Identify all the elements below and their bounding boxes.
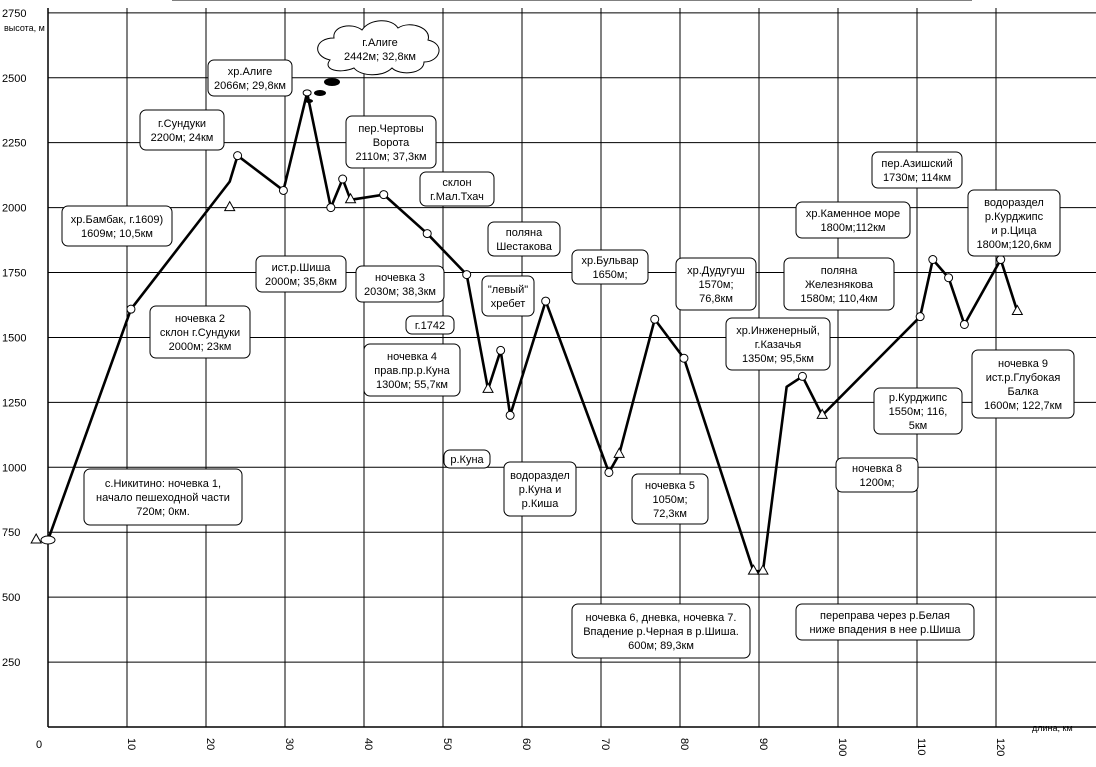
y-tick-label: 2000 — [2, 202, 27, 215]
callout-nochevka2 — [150, 0, 250, 358]
callout-text: поляна — [505, 227, 543, 239]
callout-text: 72,3км — [653, 508, 687, 520]
callout-text: 1050м; — [652, 494, 688, 506]
callout-text: ист.р.Глубокая — [985, 372, 1061, 384]
callout-text: 1580м; 110,4км — [800, 293, 878, 305]
callout-text: 720м; 0км. — [136, 506, 190, 518]
x-tick-label: 50 — [441, 738, 453, 751]
callout-text: ночевка 9 — [998, 358, 1048, 370]
waypoint-marker — [542, 297, 550, 305]
waypoint-marker — [680, 354, 688, 362]
callout-kuna — [422, 0, 490, 468]
callout-text: 1350м; 95,5км — [742, 353, 814, 365]
waypoint-marker — [997, 256, 1005, 264]
callout-text: 5км — [908, 420, 928, 432]
callout-alige-ridge — [196, 0, 292, 96]
callout-box — [482, 276, 534, 316]
callouts — [62, 0, 1074, 658]
x-tick-label: 80 — [678, 738, 690, 751]
y-tick-label: 1750 — [2, 267, 27, 280]
camp-marker — [748, 565, 758, 574]
callout-text: 1800м;112км — [820, 222, 886, 234]
callout-text: хр.Каменное море — [805, 208, 901, 220]
waypoint-marker — [279, 186, 287, 194]
callout-text: 1609м; 10,5км — [81, 228, 153, 240]
start-marker — [41, 536, 55, 544]
callout-text: 1730м; 114км — [882, 172, 952, 184]
x-tick-label: 110 — [915, 738, 927, 756]
callout-text: начало пешеходной части — [96, 492, 230, 504]
callout-text: г.Мал.Тхач — [430, 191, 484, 203]
callout-text: 1600м; 122,7км — [983, 400, 1063, 412]
waypoint-marker — [234, 152, 242, 160]
callout-text: р.Куна и — [518, 484, 562, 496]
waypoint-marker — [423, 230, 431, 238]
callout-text: прав.пр.р.Куна — [374, 365, 450, 377]
cloud-dot — [305, 99, 313, 103]
callout-text: водораздел — [510, 470, 570, 482]
camp-marker — [225, 202, 235, 211]
y-tick-label: 1250 — [2, 397, 27, 410]
callout-text: склон — [442, 177, 472, 189]
callout-text: р.Курджипс — [984, 211, 1044, 223]
callout-text: и р.Цица — [991, 225, 1037, 237]
callout-text: 600м; 89,3км — [628, 640, 694, 652]
y-tick-label: 2500 — [2, 72, 27, 85]
camp-marker — [614, 448, 624, 457]
callout-text: ниже впадения в нее р.Шиша — [809, 624, 961, 636]
callout-text: р.Куна — [450, 454, 484, 466]
callout-text: 2200м; 24км — [150, 132, 214, 144]
callout-text: хр.Алиге — [227, 66, 273, 78]
callout-text: хребет — [490, 298, 526, 310]
callout-text: водораздел — [984, 197, 1044, 209]
callout-text: ночевка 5 — [645, 480, 695, 492]
y-tick-label: 750 — [2, 527, 21, 540]
callout-alige-peak — [305, 21, 439, 103]
callout-text: ночевка 2 — [175, 313, 225, 325]
y-axis-label: высота, м — [4, 23, 45, 33]
callout-text: хр.Бамбак, г.1609) — [70, 214, 164, 226]
y-tick-label: 250 — [2, 657, 21, 670]
y-tick-label: 1500 — [2, 332, 27, 345]
callout-text: поляна — [820, 265, 858, 277]
x-tick-label: 60 — [520, 738, 532, 751]
callout-text: 2030м; 38,3км — [364, 286, 436, 298]
callout-text: пер.Азишский — [881, 158, 953, 170]
y-tick-label: 500 — [2, 592, 21, 605]
callout-text: г.Казачья — [754, 339, 802, 351]
waypoint-marker — [327, 204, 335, 212]
callout-text: ночевка 4 — [387, 351, 437, 363]
x-tick-label: 100 — [836, 738, 848, 757]
waypoint-marker — [463, 271, 471, 279]
callout-text: хр.Бульвар — [581, 255, 639, 267]
waypoint-marker — [127, 305, 135, 313]
x-tick-label: 0 — [36, 739, 43, 751]
callout-text: Впадение р.Черная в р.Шиша. — [583, 626, 739, 638]
callout-text: Шестакова — [496, 241, 552, 253]
callout-text: ночевка 6, дневка, ночевка 7. — [585, 612, 737, 624]
waypoint-marker — [929, 256, 937, 264]
waypoint-marker — [605, 468, 613, 476]
callout-text: г.Алиге — [362, 37, 398, 49]
callout-text: г.1742 — [414, 320, 446, 332]
waypoint-marker — [916, 313, 924, 321]
callout-box — [140, 110, 224, 150]
callout-text: 2442м; 32,8км — [344, 51, 416, 63]
x-tick-label: 70 — [599, 738, 611, 751]
camp-marker — [483, 383, 493, 392]
waypoint-marker — [497, 346, 505, 354]
callout-text: 1550м; 116, — [888, 406, 948, 418]
callout-text: 1200м; — [859, 477, 895, 489]
waypoint-marker — [380, 191, 388, 199]
x-tick-label: 30 — [283, 738, 295, 751]
callout-text: Железнякова — [804, 279, 874, 291]
callout-text: пер.Чертовы — [358, 123, 424, 135]
callout-text: переправа через р.Белая — [820, 610, 950, 622]
y-tick-label: 2250 — [2, 137, 27, 150]
callout-text: ночевка 3 — [375, 272, 425, 284]
waypoint-marker — [339, 175, 347, 183]
peak-marker — [303, 90, 311, 96]
callout-text: 2110м; 37,3км — [355, 151, 427, 163]
cloud-dot — [324, 78, 340, 86]
callout-text: с.Никитино: ночевка 1, — [104, 478, 222, 490]
callout-text: Ворота — [372, 137, 410, 149]
waypoint-marker — [798, 372, 806, 380]
y-tick-label: 2750 — [2, 7, 27, 20]
x-tick-label: 20 — [204, 738, 216, 751]
callout-text: ночевка 8 — [852, 463, 902, 475]
waypoint-marker — [945, 274, 953, 282]
callout-text: хр.Дудугуш — [687, 265, 745, 277]
callout-box — [62, 206, 172, 246]
x-axis-label: длина, км — [1032, 723, 1073, 733]
callout-text: 1800м;120,6км — [976, 239, 1052, 251]
callout-text: ист.р.Шиша — [271, 262, 331, 274]
callout-text: 2000м; 23км — [168, 341, 232, 353]
callout-text: "левый" — [487, 284, 529, 296]
callout-text: 1650м; — [592, 269, 628, 281]
callout-text: хр.Инженерный, — [736, 325, 820, 337]
callout-text: 76,8км — [699, 293, 733, 305]
x-tick-label: 120 — [994, 738, 1006, 757]
callout-text: г.Сундуки — [157, 118, 207, 130]
callout-text: 1570м; — [698, 279, 734, 291]
callout-text: 2066м; 29,8км — [214, 80, 286, 92]
callout-text: р.Курджипс — [888, 392, 948, 404]
waypoint-marker — [506, 411, 514, 419]
x-tick-label: 10 — [125, 738, 137, 751]
waypoint-marker — [651, 315, 659, 323]
callout-text: 1300м; 55,7км — [376, 379, 448, 391]
x-tick-label: 90 — [757, 738, 769, 751]
camp-marker — [31, 534, 41, 543]
y-tick-label: 1000 — [2, 462, 27, 475]
callout-text: 2000м; 35,8км — [265, 276, 337, 288]
callout-text: Балка — [1007, 386, 1039, 398]
callout-text: р.Киша — [521, 498, 559, 510]
x-tick-label: 40 — [362, 738, 374, 751]
cloud-dot — [314, 90, 326, 96]
waypoint-marker — [960, 320, 968, 328]
callout-text: склон г.Сундуки — [159, 327, 241, 339]
camp-marker — [1012, 305, 1022, 314]
